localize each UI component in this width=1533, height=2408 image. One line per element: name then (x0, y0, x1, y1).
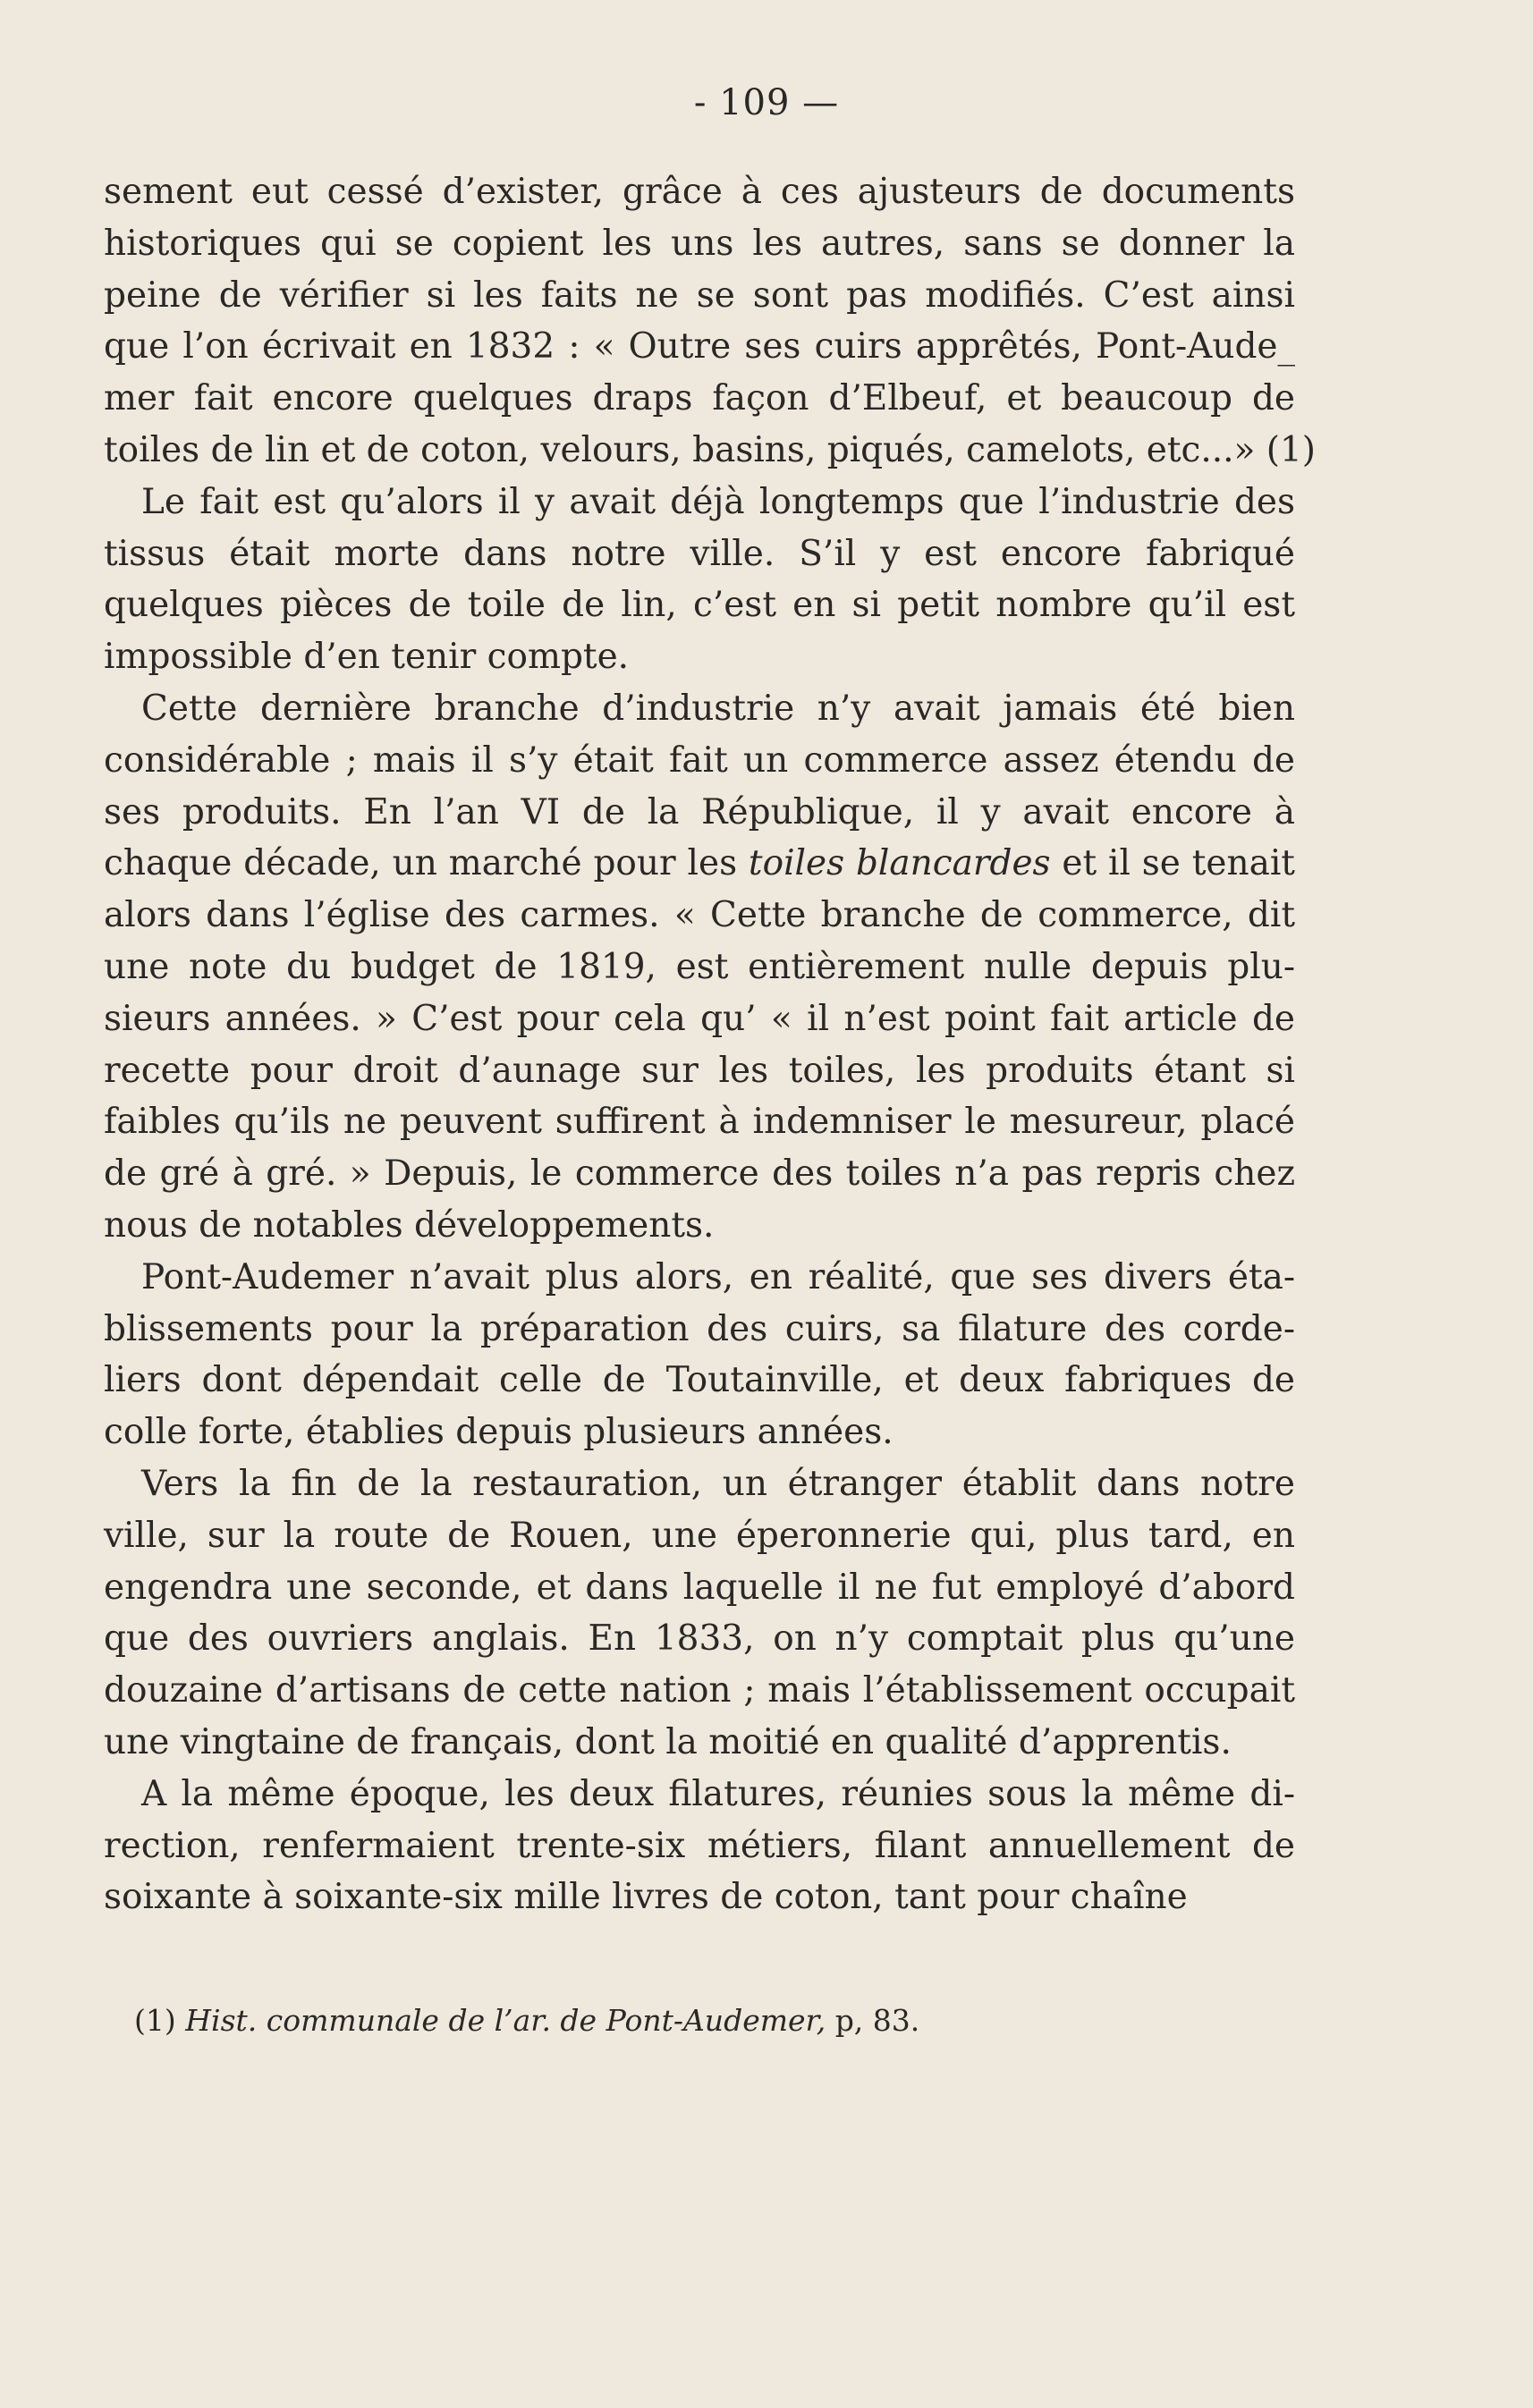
text-line: engendra une seconde, et dans laquelle il ne fut employé d’abord (104, 1567, 1295, 1608)
paragraph (104, 1252, 1295, 1458)
paragraph (104, 1769, 1295, 1923)
text-line: de gré à gré. » Depuis, le commerce des toiles n’a pas repris chez (104, 1153, 1295, 1195)
text-line: toiles de lin et de coton, velours, basins, piqués, camelots, etc...» (1) (104, 429, 1317, 470)
text-line: impossible d’en tenir compte. (104, 637, 630, 678)
text-line: Le fait est qu’alors il y avait déjà longtemps que l’industrie des (141, 481, 1295, 522)
footnote (134, 2003, 919, 2038)
footnote-text: Hist. communale de l’ar. de Pont-Audemer, (185, 2003, 826, 2038)
footnote-marker: (1) (134, 2003, 176, 2038)
text-line: Vers la fin de la restauration, un étranger établit dans notre (141, 1463, 1295, 1504)
paragraph (104, 166, 1317, 477)
text-line: blissements pour la préparation des cuirs, sa filature des corde- (104, 1308, 1295, 1349)
text-line: colle forte, établies depuis plusieurs années. (104, 1412, 894, 1453)
paragraph (104, 683, 1295, 1252)
text-line: chaque décade, un marché pour les toiles blancardes et il se tenait (104, 843, 1295, 884)
text-line: tissus était morte dans notre ville. S’il y est encore fabriqué (104, 533, 1295, 574)
text-line: Pont-Audemer n’avait plus alors, en réalité, que ses divers éta- (141, 1256, 1295, 1297)
text-line: que des ouvriers anglais. En 1833, on n’y comptait plus qu’une (104, 1618, 1295, 1660)
text-line: Cette dernière branche d’industrie n’y avait jamais été bien (141, 688, 1295, 729)
page-number: - 109 — (693, 82, 840, 123)
text-line: faibles qu’ils ne peuvent suffirent à indemniser le mesureur, placé (104, 1102, 1295, 1143)
text-line: recette pour droit d’aunage sur les toiles, les produits étant si (104, 1050, 1295, 1091)
text-line: alors dans l’église des carmes. « Cette branche de commerce, dit (104, 895, 1295, 936)
text-line: ville, sur la route de Rouen, une éperonnerie qui, plus tard, en (104, 1515, 1295, 1556)
text-line: douzaine d’artisans de cette nation ; mais l’établissement occupait (104, 1670, 1295, 1711)
paragraph (104, 1458, 1295, 1769)
paragraph (104, 477, 1295, 683)
italic-phrase: toiles blancardes (748, 843, 1051, 884)
text-line: rection, renfermaient trente-six métiers, filant annuellement de (104, 1825, 1295, 1866)
text-line: une note du budget de 1819, est entièrement nulle depuis plu- (104, 946, 1295, 987)
text-line: nous de notables développements. (104, 1204, 715, 1246)
text-line: sieurs années. » C’est pour cela qu’ « il n’est point fait article de (104, 998, 1295, 1039)
text-line: que l’on écrivait en 1832 : « Outre ses cuirs apprêtés, Pont-Aude_ (104, 326, 1295, 368)
text-line: A la même époque, les deux filatures, réunies sous la même di- (141, 1773, 1295, 1814)
text-line: considérable ; mais il s’y était fait un commerce assez étendu de (104, 739, 1295, 781)
body-text (104, 166, 1317, 1923)
text-line: sement eut cessé d’exister, grâce à ces ajusteurs de documents (104, 172, 1295, 212)
text-line: mer fait encore quelques draps façon d’Elbeuf, et beaucoup de (104, 378, 1295, 419)
text-line: ses produits. En l’an VI de la République, il y avait encore à (104, 791, 1295, 832)
text-line: soixante à soixante-six mille livres de coton, tant pour chaîne (104, 1877, 1188, 1918)
text-line: peine de vérifier si les faits ne se sont pas modifiés. C’est ainsi (104, 275, 1295, 316)
footnote-page: p, 83. (834, 2003, 920, 2038)
text-line: liers dont dépendait celle de Toutainville, et deux fabriques de (104, 1360, 1295, 1401)
text-line: historiques qui se copient les uns les autres, sans se donner la (104, 223, 1295, 264)
text-line: une vingtaine de français, dont la moitié en qualité d’apprentis. (104, 1721, 1232, 1762)
text-line: quelques pièces de toile de lin, c’est en si petit nombre qu’il est (104, 585, 1295, 626)
